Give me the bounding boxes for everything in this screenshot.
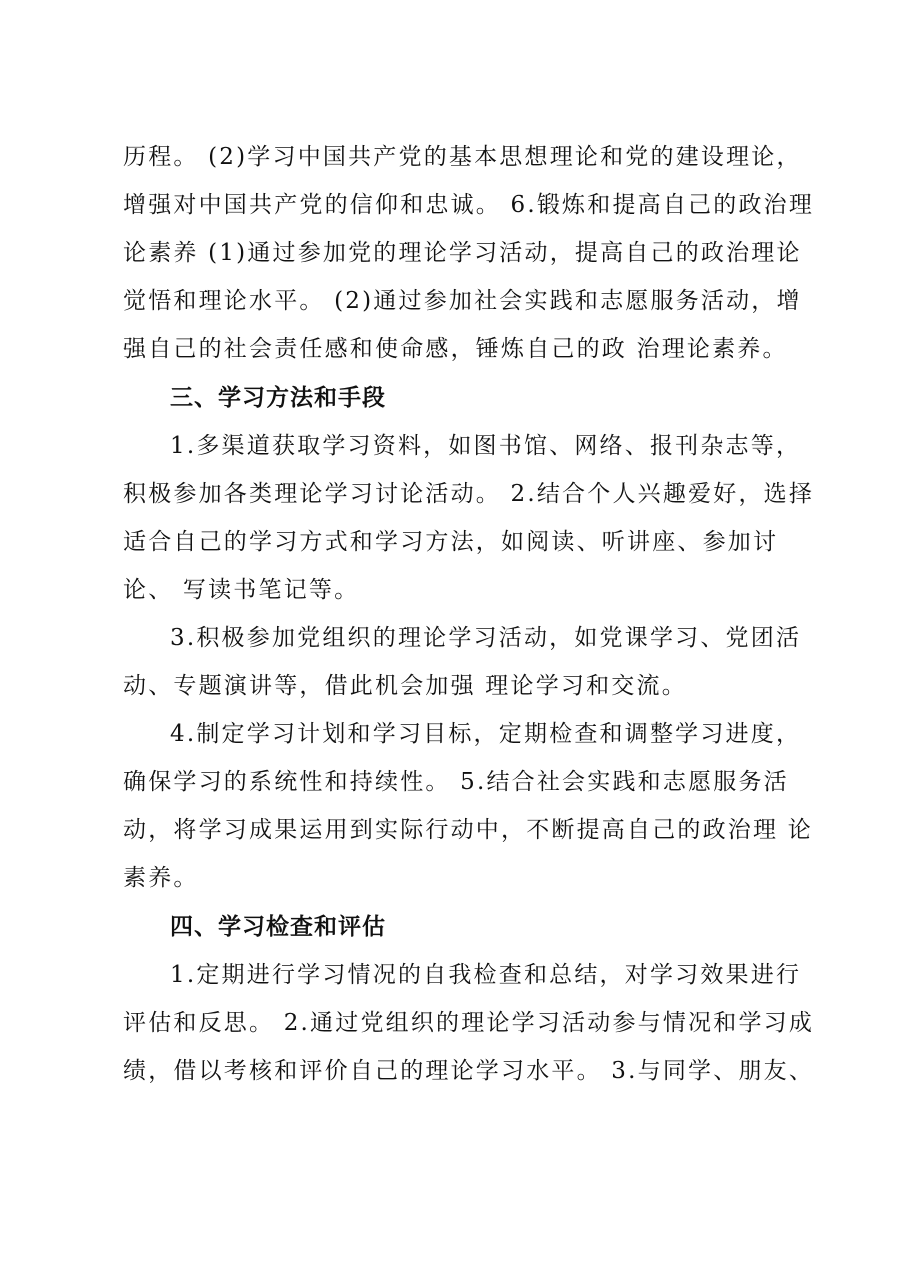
text-line: 积极参加各类理论学习讨论活动。 2.结合个人兴趣爱好，选择 (123, 481, 815, 507)
text-line: 绩，借以考核和评价自己的理论学习水平。 3.与同学、朋友、 (123, 1058, 815, 1084)
text-line: 历程。 (2)学习中国共产党的基本思想理论和党的建设理论， (123, 144, 802, 170)
text-line: 1.多渠道获取学习资料，如图书馆、网络、报刊杂志等， (170, 433, 802, 459)
text-line: 论素养 (1)通过参加党的理论学习活动，提高自己的政治理论 (123, 240, 802, 266)
section-heading-3: 三、学习方法和手段 (170, 385, 386, 411)
text-line: 增强对中国共产党的信仰和忠诚。 6.锻炼和提高自己的政治理 (123, 192, 815, 218)
text-line: 确保学习的系统性和持续性。 5.结合社会实践和志愿服务活 (123, 769, 789, 795)
text-line: 觉悟和理论水平。 (2)通过参加社会实践和志愿服务活动，增 (123, 288, 802, 314)
text-line: 4.制定学习计划和学习目标，定期检查和调整学习进度， (170, 721, 802, 747)
text-line: 强自己的社会责任感和使命感，锤炼自己的政 治理论素养。 (123, 336, 788, 362)
text-line: 动、专题演讲等，借此机会加强 理论学习和交流。 (123, 673, 687, 699)
text-line: 适合自己的学习方式和学习方法，如阅读、听讲座、参加讨 (123, 529, 779, 555)
text-line: 论、 写读书笔记等。 (123, 577, 360, 603)
text-line: 动，将学习成果运用到实际行动中，不断提高自己的政治理 论 (123, 817, 813, 843)
text-line: 1.定期进行学习情况的自我检查和总结，对学习效果进行 (170, 962, 802, 988)
text-line: 评估和反思。 2.通过党组织的理论学习活动参与情况和学习成 (123, 1010, 815, 1036)
text-line: 素养。 (123, 865, 199, 891)
section-heading-4: 四、学习检查和评估 (170, 914, 386, 940)
text-line: 3.积极参加党组织的理论学习活动，如党课学习、党团活 (170, 625, 802, 651)
